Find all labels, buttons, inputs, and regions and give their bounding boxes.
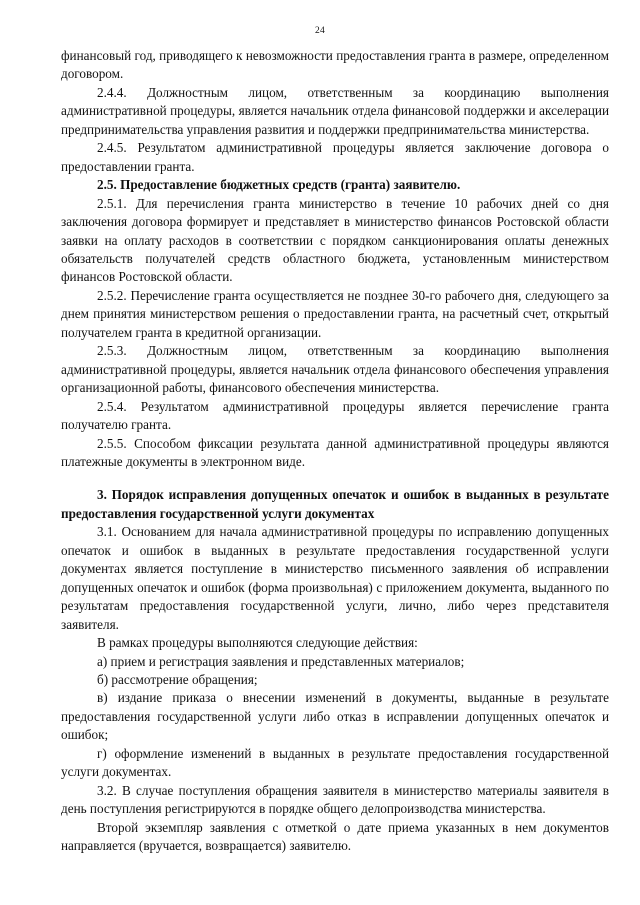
paragraph: 2.5.1. Для перечисления гранта министерство в течение 10 рабочих дней со дня заключения договора формирует и представляет в министерство финансов Ростовской области заявки на оплату расходов в соответствии с порядком санкционирования оплаты денежных обязательств получателей средств областного бюджета, установленным министерством финансов Ростовской области.	[61, 195, 609, 285]
paragraph: В рамках процедуры выполняются следующие действия:	[97, 635, 418, 651]
paragraph: 2.5.3. Должностным лицом, ответственным за координацию выполнения административной процедуры, является начальник отдела финансового обеспечения управления организационной работы, финансового обеспечения министерства.	[61, 343, 609, 396]
paragraph: 2.4.5. Результатом административной процедуры является заключение договора о предоставлении гранта.	[61, 140, 609, 174]
paragraph: 3.2. В случае поступления обращения заявителя в министерство материалы заявителя в день поступления регистрируются в порядке общего делопроизводства министерства.	[61, 782, 609, 817]
section-heading: 3. Порядок исправления допущенных опечаток и ошибок в выданных в результате предоставления государственной услуги документах	[61, 487, 609, 521]
document-body	[61, 47, 609, 855]
section-spacer	[61, 471, 609, 486]
paragraph: 2.5.2. Перечисление гранта осуществляется не позднее 30-го рабочего дня, следующего за днем принятия министерством решения о предоставлении гранта, на расчетный счет, открытый получателем гранта в кредитной организации.	[61, 287, 609, 340]
list-item: б) рассмотрение обращения;	[97, 671, 258, 687]
paragraph: 2.5.5. Способом фиксации результата данной административной процедуры являются платежные документы в электронном виде.	[61, 435, 609, 469]
page-number: 24	[314, 26, 326, 36]
list-item: г) оформление изменений в выданных в результате предоставления государственной услуги документах.	[61, 745, 609, 780]
paragraph: финансовый год, приводящего к невозможности предоставления гранта в размере, определенном договором.	[61, 48, 609, 82]
subsection-heading: 2.5. Предоставление бюджетных средств (гранта) заявителю.	[97, 177, 461, 193]
list-item: а) прием и регистрация заявления и представленных материалов;	[97, 653, 465, 669]
paragraph: 2.5.4. Результатом административной процедуры является перечисление гранта получателю гранта.	[61, 398, 609, 433]
paragraph: 2.4.4. Должностным лицом, ответственным за координацию выполнения административной процедуры, является начальник отдела финансовой поддержки и акселерации предпринимательства управления развития и поддержки предпринимательства министерства.	[61, 84, 609, 137]
list-item: в) издание приказа о внесении изменений в документы, выданные в результате предоставления государственной услуги либо отказ в исправлении допущенных опечаток и ошибок;	[61, 690, 609, 743]
paragraph: Второй экземпляр заявления с отметкой о дате приема указанных в нем документов направляется (вручается, возвращается) заявителю.	[61, 819, 609, 854]
paragraph: 3.1. Основанием для начала административной процедуры по исправлению допущенных опечаток и ошибок в выданных в результате предоставления государственной услуги документах является поступление в министерство письменного заявления об исправлении допущенных опечаток и ошибок (форма произвольная) с приложением документа, выданного по результатам предоставления государственной услуги, лично, либо через представителя заявителя.	[61, 524, 609, 632]
